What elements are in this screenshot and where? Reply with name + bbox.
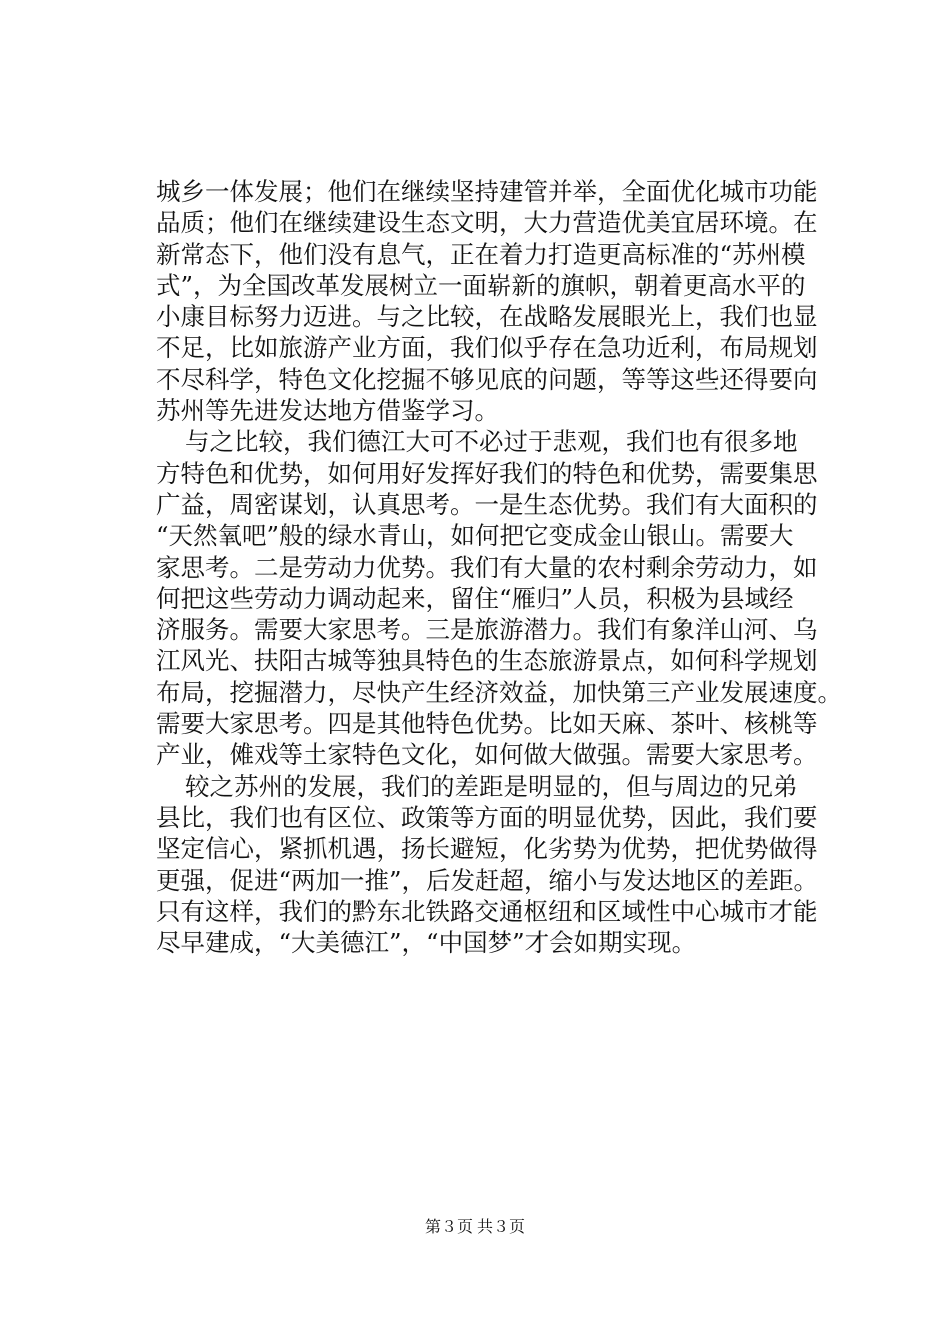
text-line: 需要大家思考。四是其他特色优势。比如天麻、茶叶、核桃等: [156, 709, 818, 739]
text-line: 尽早建成，“大美德江”，“中国梦”才会如期实现。: [156, 928, 697, 958]
text-line: 不尽科学，特色文化挖掘不够见底的问题，等等这些还得要向: [156, 364, 818, 394]
text-line: 品质；他们在继续建设生态文明，大力营造优美宜居环境。在: [156, 208, 818, 238]
text-line: 与之比较，我们德江大可不必过于悲观，我们也有很多地: [185, 427, 798, 457]
text-line: “天然氧吧”般的绿水青山，如何把它变成金山银山。需要大: [156, 521, 794, 551]
text-line: 新常态下，他们没有息气，正在着力打造更高标准的“苏州模: [156, 239, 806, 269]
text-line: 式”，为全国改革发展树立一面崭新的旗帜，朝着更高水平的: [156, 270, 806, 300]
text-line: 布局，挖掘潜力，尽快产生经济效益，加快第三产业发展速度。: [156, 677, 842, 707]
text-line: 较之苏州的发展，我们的差距是明显的，但与周边的兄弟: [185, 771, 798, 801]
text-line: 只有这样，我们的黔东北铁路交通枢纽和区域性中心城市才能: [156, 896, 818, 926]
text-line: 小康目标努力迈进。与之比较，在战略发展眼光上，我们也显: [156, 302, 818, 332]
text-line: 县比，我们也有区位、政策等方面的明显优势，因此，我们要: [156, 802, 818, 832]
text-line: 苏州等先进发达地方借鉴学习。: [156, 396, 499, 426]
text-line: 产业，傩戏等土家特色文化，如何做大做强。需要大家思考。: [156, 740, 818, 770]
text-line: 城乡一体发展；他们在继续坚持建管并举，全面优化城市功能: [156, 177, 818, 206]
page-footer: 第３页 共３页: [424, 1219, 525, 1236]
text-line: 广益，周密谋划，认真思考。一是生态优势。我们有大面积的: [156, 489, 818, 519]
text-line: 何把这些劳动力调动起来，留住“雁归”人员，积极为县域经: [156, 583, 794, 613]
text-line: 更强，促进“两加一推”，后发赶超，缩小与发达地区的差距。: [156, 865, 819, 895]
text-line: 坚定信心，紧抓机遇，扬长避短，化劣势为优势，把优势做得: [156, 834, 818, 864]
text-line: 不足，比如旅游产业方面，我们似乎存在急功近利，布局规划: [156, 333, 818, 363]
text-line: 方特色和优势，如何用好发挥好我们的特色和优势，需要集思: [156, 458, 818, 488]
text-line: 济服务。需要大家思考。三是旅游潜力。我们有象洋山河、乌: [156, 615, 818, 645]
document-body: [156, 176, 842, 958]
text-line: 江风光、扶阳古城等独具特色的生态旅游景点，如何科学规划: [156, 646, 818, 676]
text-line: 家思考。二是劳动力优势。我们有大量的农村剩余劳动力，如: [156, 552, 818, 582]
